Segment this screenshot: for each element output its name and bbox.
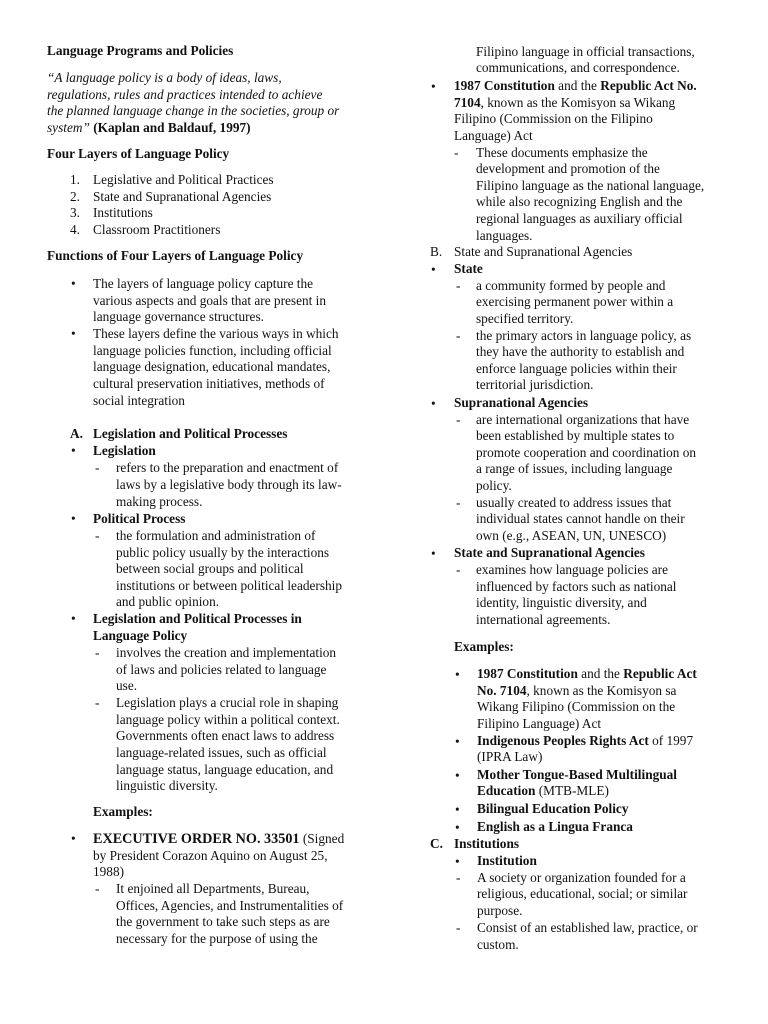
bullet-line: language designation, educational mandates, (93, 359, 331, 374)
bullet-icon: • (431, 262, 436, 277)
list-item: Legislative and Political Practices (93, 172, 274, 187)
bold-term: 1987 Constitution (454, 78, 555, 93)
quote-line: system” (47, 120, 90, 135)
example-line: Filipino (Commission on the Filipino (454, 111, 653, 126)
dash-marker: - (456, 495, 461, 510)
dash-marker: - (456, 870, 461, 885)
example-text: (MTB-MLE) (535, 783, 609, 798)
bold-term: No. 7104 (477, 683, 527, 698)
definition-line: involves the creation and implementation (116, 645, 337, 660)
definition-line: examines how language policies are (476, 562, 668, 577)
example-line: Wikang Filipino (Commission on the (477, 699, 676, 714)
definition-line: the formulation and administration of (116, 528, 316, 543)
term-heading: Language Policy (93, 628, 188, 643)
definition-line: linguistic diversity. (116, 778, 218, 793)
example-line: English as a Lingua Franca (477, 819, 633, 834)
definition-line: usually created to address issues that (476, 495, 672, 510)
example-line: by President Corazon Aquino on August 25, (93, 848, 328, 863)
definition-line: laws by a legislative body through its law- (116, 477, 342, 492)
bold-term: 1987 Constitution (477, 666, 578, 681)
example-text: and the (577, 666, 624, 681)
example-line (454, 78, 697, 95)
bullet-icon: • (455, 734, 460, 749)
document-title: Language Programs and Policies (47, 43, 234, 58)
definition-line: promote cooperation and coordination on (476, 445, 697, 460)
example-line (454, 95, 675, 112)
section-letter: B. (430, 244, 443, 259)
definition-line: policy. (476, 478, 512, 493)
section-title: Institutions (454, 836, 520, 851)
example-line: 1988) (93, 864, 125, 879)
bullet-icon: • (431, 546, 436, 561)
example-line: (IPRA Law) (477, 749, 543, 764)
bullet-line: cultural preservation initiatives, methods of (93, 376, 325, 391)
definition-line: Governments often enact laws to address (116, 728, 335, 743)
example-line: Mother Tongue-Based Multilingual (477, 767, 677, 782)
bold-term: Education (477, 783, 536, 798)
definition-line: language status, language education, and (116, 762, 334, 777)
term-heading: State and Supranational Agencies (454, 545, 645, 560)
quote-line: regulations, rules and practices intended to achieve (47, 87, 323, 102)
definition-line: These documents emphasize the (476, 145, 648, 160)
bullet-icon: • (71, 611, 76, 626)
definition-line: development and promotion of the (476, 161, 660, 176)
example-line: Language) Act (454, 128, 533, 143)
dash-marker: - (454, 145, 459, 160)
section-letter: A. (70, 426, 83, 441)
definition-line: territorial jurisdiction. (476, 377, 594, 392)
definition-line: international agreements. (476, 612, 611, 627)
quote-line: “A language policy is a body of ideas, laws, (47, 70, 282, 85)
definition-line: exercising permanent power within a (476, 294, 674, 309)
definition-line: public policy usually by the interactions (116, 545, 330, 560)
example-line (477, 783, 609, 800)
dash-marker: - (456, 278, 461, 293)
example-text: , known as the Komisyon sa (526, 683, 677, 698)
bullet-line: language policies function, including official (93, 343, 332, 358)
bullet-line: language governance structures. (93, 309, 264, 324)
definition-line: purpose. (477, 903, 523, 918)
example-line (93, 831, 344, 848)
definition-line: language policy within a political context. (116, 712, 340, 727)
definition-line: specified territory. (476, 311, 574, 326)
bullet-line: social integration (93, 393, 185, 408)
definition-line: It enjoined all Departments, Bureau, (116, 881, 310, 896)
examples-label: Examples: (93, 804, 153, 819)
term-heading: Institution (477, 853, 537, 868)
bullet-line: These layers define the various ways in which (93, 326, 339, 341)
definition-line: individual states cannot handle on their (476, 511, 685, 526)
continued-line: Filipino language in official transactions, (476, 44, 695, 59)
bullet-icon: • (71, 276, 76, 291)
definition-line: necessary for the purpose of using the (116, 931, 318, 946)
example-line: Bilingual Education Policy (477, 801, 629, 816)
section-title: Legislation and Political Processes (93, 426, 288, 441)
example-line (477, 666, 697, 683)
bold-term: Republic Act No. (600, 78, 697, 93)
dash-marker: - (95, 695, 100, 710)
definition-line: are international organizations that have (476, 412, 690, 427)
examples-label: Examples: (454, 639, 514, 654)
definition-line: languages. (476, 228, 533, 243)
executive-order-title: EXECUTIVE ORDER NO. 33501 (93, 831, 300, 847)
example-text: , known as the Komisyon sa Wikang (480, 95, 676, 110)
definition-line: religious, educational, social; or similar (477, 886, 688, 901)
quote-citation: (Kaplan and Baldauf, 1997) (93, 120, 251, 135)
example-line: Filipino Language) Act (477, 716, 602, 731)
bullet-icon: • (71, 831, 76, 846)
definition-line: regional languages as auxiliary official (476, 211, 683, 226)
section-heading: Four Layers of Language Policy (47, 146, 230, 161)
list-item: Institutions (93, 205, 153, 220)
term-heading: Political Process (93, 511, 186, 526)
section-title: State and Supranational Agencies (454, 244, 633, 259)
dash-marker: - (456, 412, 461, 427)
definition-line: a community formed by people and (476, 278, 666, 293)
bullet-icon: • (455, 667, 460, 682)
definition-line: between social groups and political (116, 561, 304, 576)
section-heading: Functions of Four Layers of Language Policy (47, 248, 304, 263)
bullet-icon: • (431, 396, 436, 411)
definition-line: a range of issues, including language (476, 461, 673, 476)
definition-line: making process. (116, 494, 203, 509)
definition-line: A society or organization founded for a (477, 870, 686, 885)
bullet-icon: • (431, 79, 436, 94)
bullet-icon: • (455, 768, 460, 783)
definition-line: while also recognizing English and the (476, 194, 683, 209)
bullet-icon: • (455, 802, 460, 817)
quote-last-line (47, 120, 251, 137)
example-text: and the (554, 78, 601, 93)
dash-marker: - (95, 460, 100, 475)
list-number: 2. (70, 189, 80, 204)
definition-line: been established by multiple states to (476, 428, 675, 443)
dash-marker: - (456, 920, 461, 935)
dash-marker: - (95, 528, 100, 543)
example-line (477, 683, 676, 700)
definition-line: the primary actors in language policy, as (476, 328, 692, 343)
definition-line: enforce language policies within their (476, 361, 677, 376)
definition-line: own (e.g., ASEAN, UN, UNESCO) (476, 528, 667, 543)
dash-marker: - (456, 328, 461, 343)
continued-line: communications, and correspondence. (476, 60, 680, 75)
definition-line: language-related issues, such as official (116, 745, 327, 760)
definition-line: Offices, Agencies, and Instrumentalities of (116, 898, 344, 913)
list-number: 3. (70, 205, 80, 220)
definition-line: identity, linguistic diversity, and (476, 595, 647, 610)
definition-line: they have the authority to establish and (476, 344, 685, 359)
section-letter: C. (430, 836, 443, 851)
definition-line: use. (116, 678, 138, 693)
dash-marker: - (95, 881, 100, 896)
definition-line: the government to take such steps as are (116, 914, 330, 929)
definition-line: Legislation plays a crucial role in shaping (116, 695, 339, 710)
term-heading: Legislation (93, 443, 156, 458)
bullet-icon: • (71, 443, 76, 458)
quote-line: the planned language change in the societies, group or (47, 103, 340, 118)
dash-marker: - (456, 562, 461, 577)
term-heading: State (454, 261, 483, 276)
example-text: (Signed (299, 831, 345, 846)
bullet-icon: • (71, 326, 76, 341)
bullet-icon: • (71, 511, 76, 526)
bold-term: 7104 (454, 95, 481, 110)
bold-term: Republic Act (623, 666, 697, 681)
definition-line: custom. (477, 937, 519, 952)
definition-line: of laws and policies related to language (116, 662, 327, 677)
dash-marker: - (95, 645, 100, 660)
example-text: of 1997 (648, 733, 694, 748)
list-number: 4. (70, 222, 80, 237)
bold-term: Indigenous Peoples Rights Act (477, 733, 649, 748)
example-line (477, 733, 693, 750)
bullet-icon: • (455, 854, 460, 869)
list-item: State and Supranational Agencies (93, 189, 272, 204)
definition-line: institutions or between political leadership (116, 578, 342, 593)
bullet-icon: • (455, 820, 460, 835)
bullet-line: The layers of language policy capture the (93, 276, 314, 291)
definition-line: and public opinion. (116, 594, 220, 609)
definition-line: refers to the preparation and enactment of (116, 460, 339, 475)
term-heading: Supranational Agencies (454, 395, 589, 410)
definition-line: Consist of an established law, practice, or (477, 920, 698, 935)
definition-line: influenced by factors such as national (476, 579, 677, 594)
list-number: 1. (70, 172, 80, 187)
term-heading: Legislation and Political Processes in (93, 611, 302, 626)
definition-line: Filipino language as the national language, (476, 178, 705, 193)
bullet-line: various aspects and goals that are present in (93, 293, 326, 308)
list-item: Classroom Practitioners (93, 222, 221, 237)
